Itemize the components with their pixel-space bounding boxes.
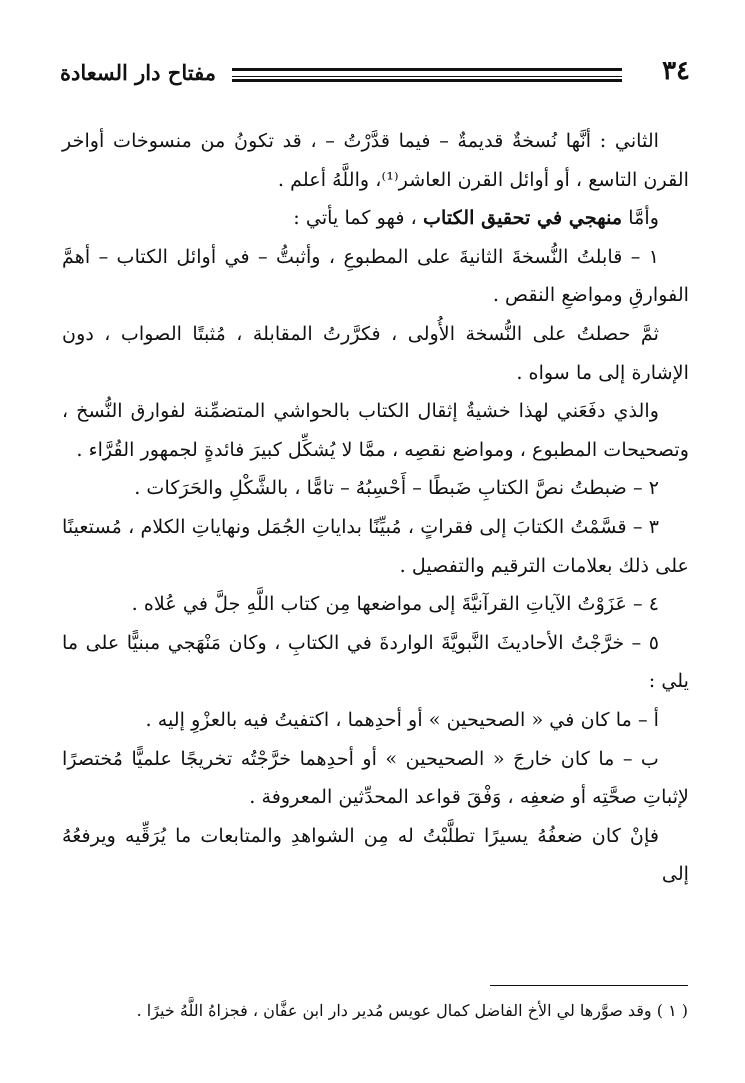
paragraph-method-intro <box>62 199 689 238</box>
paragraph-step-5a: أ – ما كان في « الصحيحين » أو أحدِهما ، اكتفيتُ فيه بالعزْوِ إليه . <box>145 707 659 731</box>
paragraph-step-4: ٤ – عَزَوْتُ الآياتِ القرآنيَّةَ إلى مواضعها مِن كتاب اللَّهِ جلَّ في عُلاه . <box>131 592 659 616</box>
paragraph-reason: والذي دفَعَني لهذا خشيةُ إثقال الكتاب بالحواشي المتضمِّنة لفوارق النُّسخ ، وتصحيحات المطبوع ، ومواضع نقصِه ، ممَّا لا يُشكِّل كبيرَ فائدةٍ لجمهور القُرَّاء . <box>62 399 689 461</box>
method-lead: وأمَّا <box>622 206 659 230</box>
method-heading: منهجي في تحقيق الكتاب <box>422 206 623 230</box>
footnote: ( ١ ) وقد صوَّرها لي الأخ الفاضل كمال عويس مُدير دار ابن عفَّان ، فجزاهُ اللَّهُ خيرًا . <box>136 1001 688 1020</box>
paragraph-weak-hadith: فإنْ كان ضعفُهُ يسيرًا تطلَّبْتُ له مِن الشواهدِ والمتابعات ما يُرَقِّيه ويرفعُهُ إلى <box>62 823 689 886</box>
header-rule <box>232 68 622 82</box>
paragraph-step-5: ٥ – خرَّجْتُ الأحاديثَ النَّبويَّةَ الواردةَ في الكتابِ ، وكان مَنْهَجي مبنيًّا على ما يلي : <box>62 630 689 693</box>
paragraph-step-3: ٣ – قسَّمْتُ الكتابَ إلى فقراتٍ ، مُبيِّنًا بداياتِ الجُمَل ونهاياتِ الكلام ، مُستعينًا على ذلك بعلامات الترقيم والتفصيل . <box>62 514 689 577</box>
paragraph-edition-note: الثاني : أنَّها نُسخةٌ قديمةٌ – فيما قدَّرْتُ – ، قد تكونُ من منسوخات أواخر القرن التاسع ، أو أوائل القرن العاشر⁽¹⁾، واللَّهُ أعلم . <box>62 129 689 191</box>
body-text <box>62 122 689 894</box>
method-tail: ، فهو كما يأتي : <box>293 206 423 230</box>
paragraph-step-2: ٢ – ضبطتُ نصَّ الكتابِ ضَبطًا – أَحْسِبُهُ – تامًّا ، بالشَّكْلِ والحَرَكات . <box>134 476 659 500</box>
running-header <box>60 58 690 92</box>
running-title: مفتاح دار السعادة <box>60 60 216 85</box>
paragraph-step-1: ١ – قابلتُ النُّسخةَ الثانيةَ على المطبوعِ ، وأثبتُّ – في أوائل الكتاب – أهمَّ الفوارقِ ومواضعِ النقص . <box>62 244 689 307</box>
footnote-rule <box>490 985 688 986</box>
paragraph-step-1-cont: ثمَّ حصلتُ على النُّسخة الأُولى ، فكرَّرتُ المقابلة ، مُثبتًا الصواب ، دون الإشارة إلى ما سواه . <box>62 321 689 384</box>
paragraph-step-5b: ب – ما كان خارجَ « الصحيحين » أو أحدِهما خرَّجْتُه تخريجًا علميًّا مُختصرًا لإثباتِ صحَّتِه أو ضعفِه ، وَفْقَ قواعد المحدِّثين المعروفة . <box>62 746 689 809</box>
page-number: ٣٤ <box>662 56 690 86</box>
